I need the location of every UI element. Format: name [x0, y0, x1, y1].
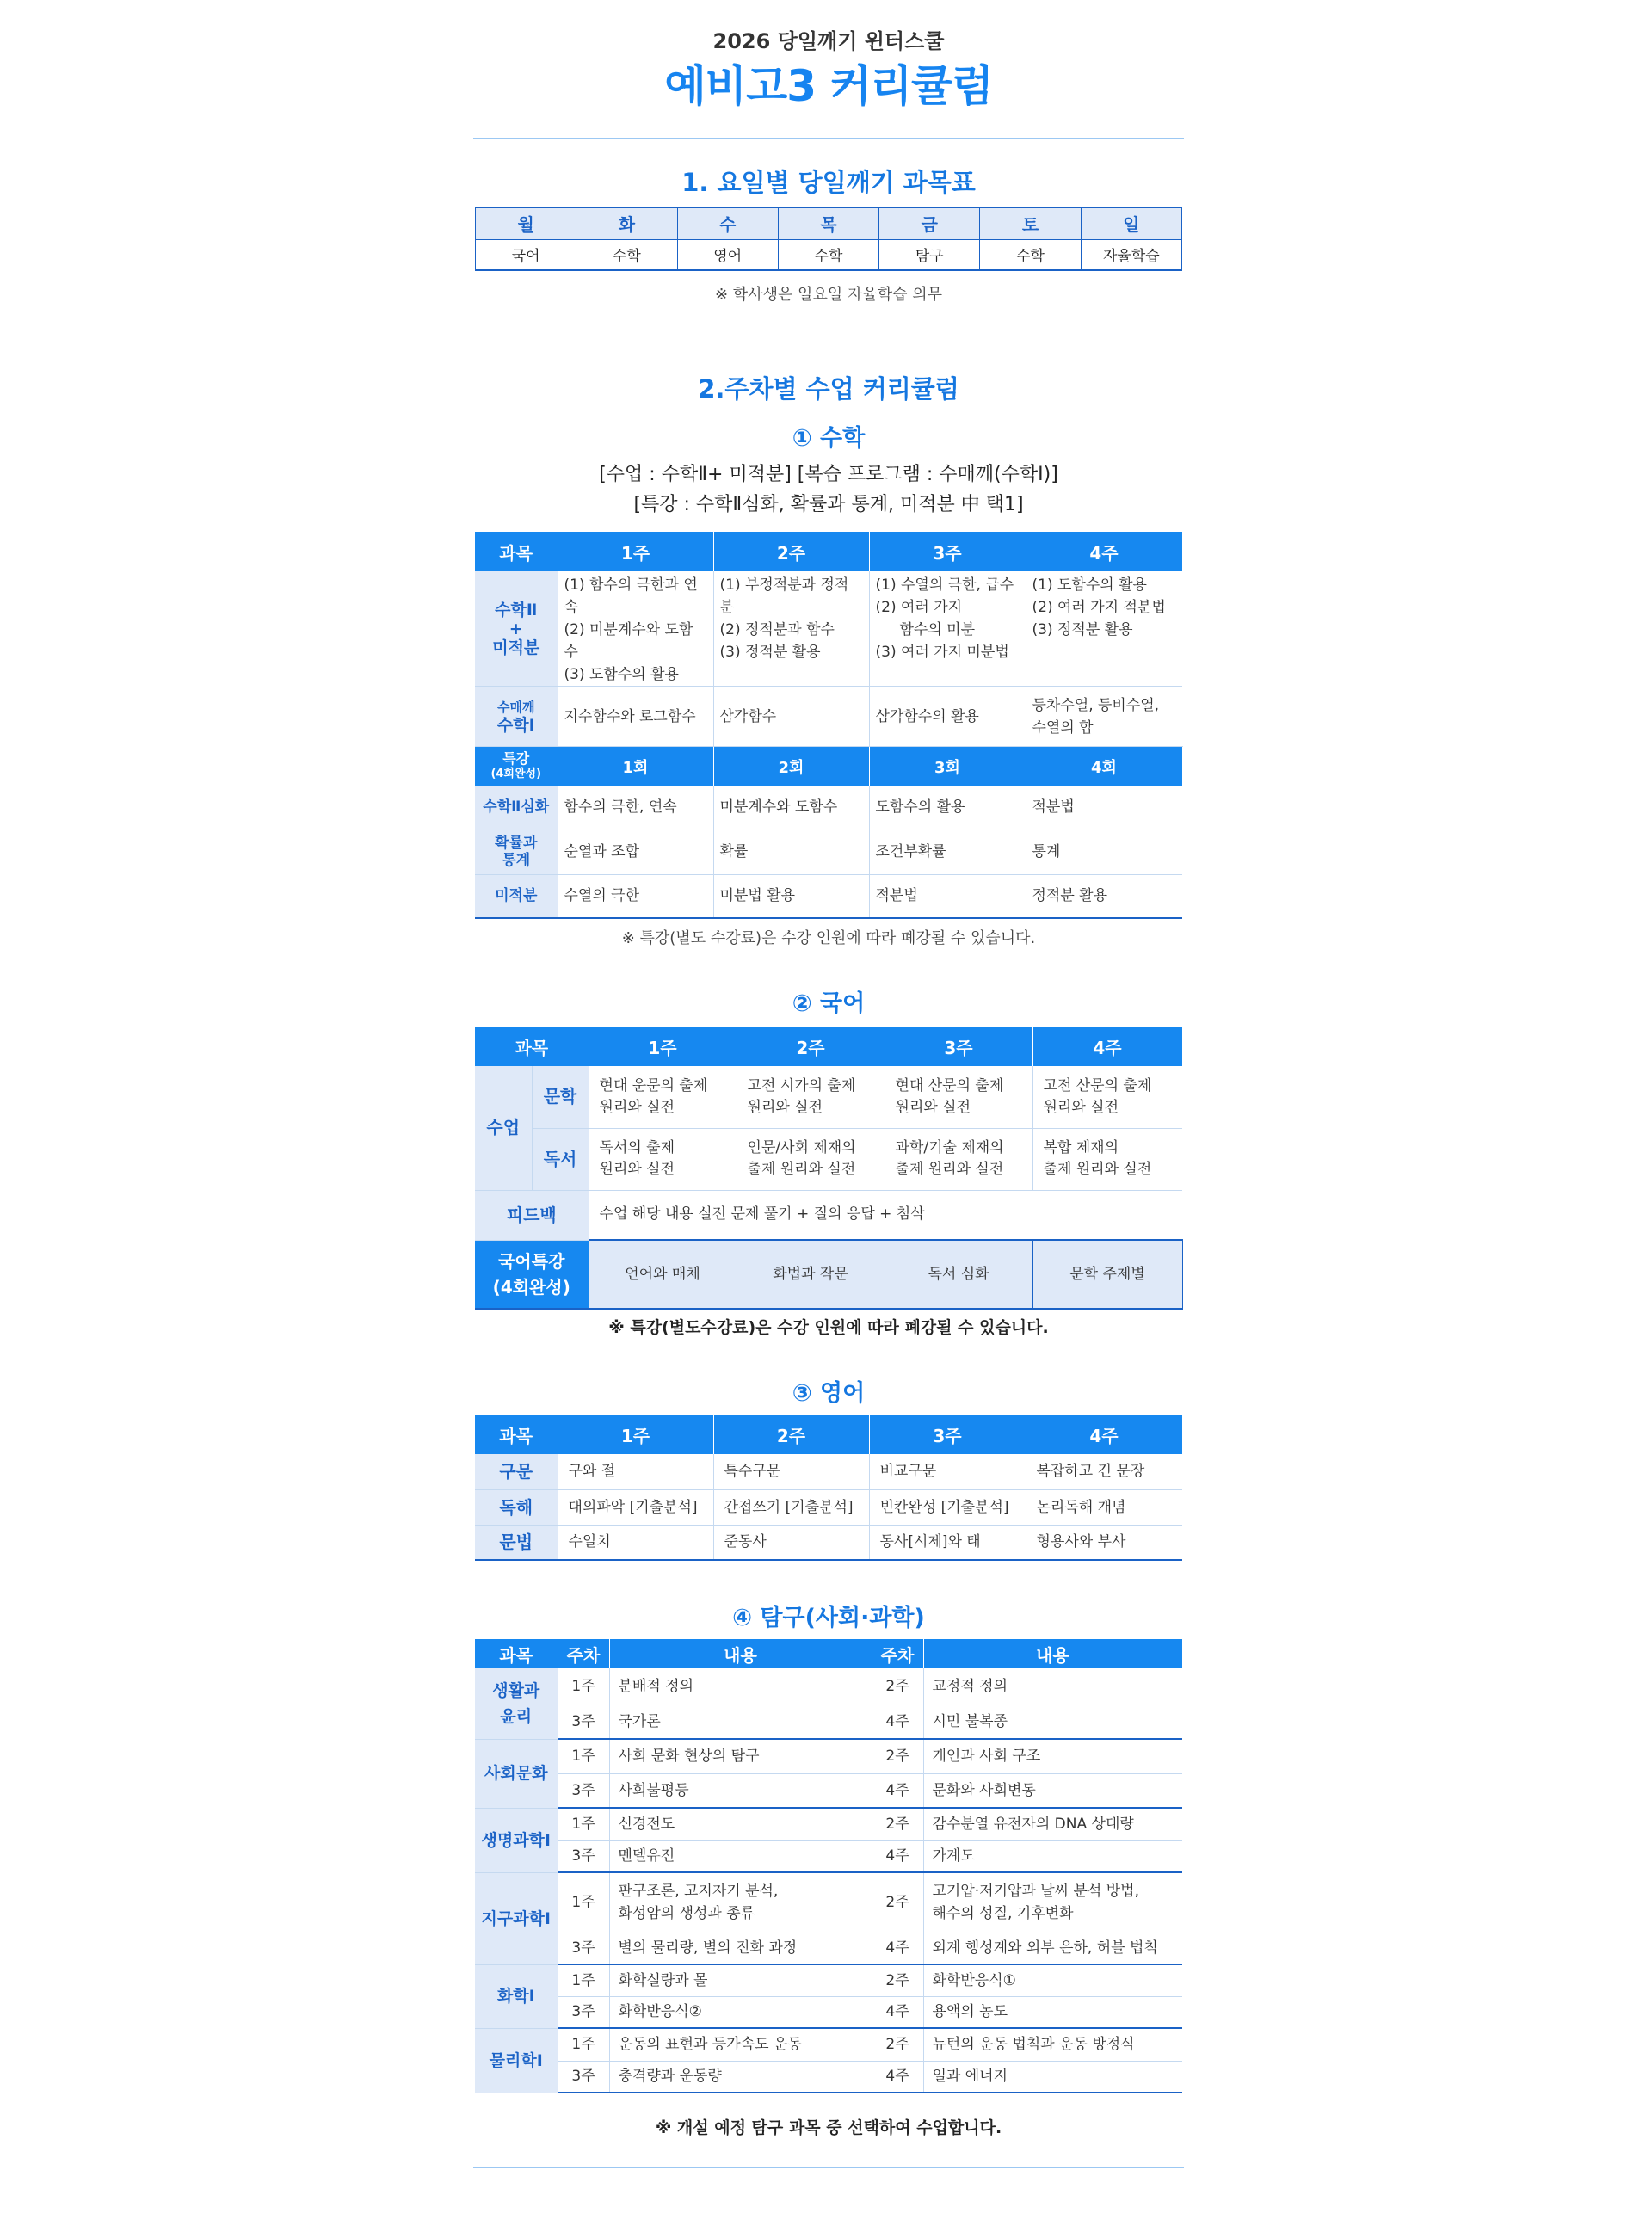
english-cell: 구와 절: [558, 1454, 713, 1489]
special-line: (4회완성): [492, 1276, 570, 1298]
page-title: 예비고3 커리큘럼: [664, 61, 993, 111]
cell-line: (1) 함수의 극한과 연속: [564, 576, 698, 616]
inquiry-week: 2주: [872, 2028, 923, 2061]
english-subject: 독해: [475, 1489, 558, 1525]
math-header-cell: 3주: [869, 532, 1026, 571]
korean-class-label: 수업: [475, 1066, 532, 1190]
math-header-cell: 2주: [713, 532, 869, 571]
math-special-cell: 순열과 조합: [558, 829, 713, 875]
cell-line: 출제 원리와 실전: [747, 1161, 856, 1178]
math-special-cell: 미분계수와 도함수: [713, 786, 869, 829]
table-row: [475, 1705, 1182, 1739]
subject-line: 생명과학Ⅰ: [481, 1830, 551, 1850]
inquiry-week: 2주: [872, 1964, 923, 1996]
inquiry-week: 2주: [872, 1739, 923, 1773]
inquiry-week: 3주: [558, 1705, 609, 1739]
english-cell: 형용사와 부사: [1026, 1525, 1182, 1560]
korean-title: ② 국어: [792, 990, 866, 1017]
english-cell: 간접쓰기 [기출분석]: [713, 1489, 869, 1525]
inquiry-week: 4주: [872, 1705, 923, 1739]
inquiry-content: 분배적 정의: [609, 1668, 872, 1705]
math-special-cell: 함수의 극한, 연속: [558, 786, 713, 829]
section1-title: 1. 요일별 당일깨기 과목표: [681, 168, 976, 197]
korean-lit-cell: [589, 1066, 737, 1128]
weekday-subject: 탐구: [879, 239, 980, 270]
cell-line: 출제 원리와 실전: [895, 1161, 1004, 1178]
english-cell: 복잡하고 긴 문장: [1026, 1454, 1182, 1489]
korean-header-cell: 2주: [737, 1027, 885, 1066]
cell-line: 과학/기술 제재의: [895, 1139, 1004, 1156]
inquiry-week: 3주: [558, 1996, 609, 2028]
inquiry-content: 외계 행성계와 외부 은하, 허블 법칙: [923, 1933, 1182, 1964]
cell-line: (1) 수열의 극한, 급수: [875, 576, 1014, 594]
weekday-header: 토: [980, 207, 1081, 239]
inquiry-subject: [475, 1668, 558, 1739]
math-note: ※ 특강(별도 수강료)은 수강 인원에 따라 폐강될 수 있습니다.: [621, 929, 1036, 947]
korean-header-cell: 과목: [475, 1027, 589, 1066]
english-cell: 빈칸완성 [기출분석]: [869, 1489, 1026, 1525]
inquiry-content: 신경전도: [609, 1808, 872, 1840]
math-special-subject: 수학Ⅱ심화: [475, 786, 558, 829]
subject-line: 통계: [502, 852, 531, 869]
cell-line: (3) 정적분 활용: [719, 644, 821, 661]
math-review-subject: [475, 687, 558, 747]
inquiry-content: 감수분열 유전자의 DNA 상대량: [923, 1808, 1182, 1840]
english-cell: 수일치: [558, 1525, 713, 1560]
math-week-cell: [869, 571, 1026, 687]
subject-line: +: [509, 619, 523, 638]
cell-line: (3) 정적분 활용: [1032, 621, 1133, 638]
cell-line: 현대 운문의 출제: [599, 1076, 708, 1094]
cell-line: (1) 부정적분과 정적분: [719, 576, 849, 616]
math-header-cell: 1주: [558, 532, 713, 571]
math-week-cell: [1026, 571, 1182, 687]
table-row: [475, 1808, 1182, 1840]
korean-feedback-label: 피드백: [475, 1190, 589, 1240]
inquiry-week: 1주: [558, 1872, 609, 1933]
inquiry-subject: [475, 1872, 558, 1964]
inquiry-content: 충격량과 운동량: [609, 2061, 872, 2093]
inquiry-content: 개인과 사회 구조: [923, 1739, 1182, 1773]
subject-line: 수학Ⅱ: [495, 600, 538, 620]
super-title: 2026 당일깨기 윈터스쿨: [712, 29, 945, 53]
inquiry-week: 3주: [558, 1933, 609, 1964]
inquiry-content: 화학실량과 몰: [609, 1964, 872, 1996]
cell-line: 고전 산문의 출제: [1043, 1076, 1152, 1094]
korean-read-cell: [737, 1128, 885, 1190]
subject-line: 확률과: [495, 835, 538, 852]
english-header-cell: 과목: [475, 1415, 558, 1454]
math-special-label: [475, 747, 558, 786]
korean-read-label: 독서: [532, 1128, 589, 1190]
cell-line: 원리와 실전: [599, 1098, 675, 1116]
table-row: [475, 1739, 1182, 1773]
inquiry-content: 용액의 농도: [923, 1996, 1182, 2028]
inquiry-content: 일과 에너지: [923, 2061, 1182, 2093]
weekday-subject: 수학: [980, 239, 1081, 270]
divider-top: [473, 138, 1184, 139]
inquiry-week: 1주: [558, 1964, 609, 1996]
weekday-header: 목: [778, 207, 878, 239]
inquiry-content: 판구조론, 고지자기 분석, 화성암의 생성과 종류: [609, 1872, 872, 1933]
section1-note: ※ 학사생은 일요일 자율학습 의무: [714, 286, 942, 304]
math-special-cell: 적분법: [1026, 786, 1182, 829]
subject-line: 미적분: [492, 638, 540, 657]
table-row: [475, 1933, 1182, 1964]
english-cell: 대의파악 [기출분석]: [558, 1489, 713, 1525]
divider-bottom: [473, 2167, 1184, 2168]
math-special-cell: 확률: [713, 829, 869, 875]
math-header-cell: 4주: [1026, 532, 1182, 571]
special-line: 국어특강: [498, 1250, 565, 1272]
weekday-header: 일: [1081, 207, 1181, 239]
korean-read-cell: [1032, 1128, 1182, 1190]
math-special-round: 4회: [1026, 747, 1182, 786]
math-special-cell: 도함수의 활용: [869, 786, 1026, 829]
section2-title: 2.주차별 수업 커리큘럼: [698, 374, 959, 404]
inquiry-week: 1주: [558, 1668, 609, 1705]
cell-line: 원리와 실전: [747, 1098, 823, 1116]
inquiry-week: 3주: [558, 1773, 609, 1808]
math-week-cell: [713, 571, 869, 687]
korean-special-cell: 문학 주제별: [1032, 1240, 1182, 1309]
english-header-cell: 4주: [1026, 1415, 1182, 1454]
table-row: [475, 1872, 1182, 1933]
math-desc-1: [수업 : 수학Ⅱ+ 미적분] [복습 프로그램 : 수매깨(수학Ⅰ)]: [599, 464, 1058, 485]
math-special-cell: 적분법: [869, 875, 1026, 918]
weekday-subject: 자율학습: [1081, 239, 1181, 270]
inquiry-content: 고기압·저기압과 날씨 분석 방법, 해수의 성질, 기후변화: [923, 1872, 1182, 1933]
inquiry-content: 문화와 사회변동: [923, 1773, 1182, 1808]
korean-read-cell: [885, 1128, 1032, 1190]
inquiry-header-cell: 주차: [558, 1639, 609, 1668]
korean-special-cell: 언어와 매체: [589, 1240, 737, 1309]
inquiry-week: 4주: [872, 1996, 923, 2028]
korean-special-cell: 화법과 작문: [737, 1240, 885, 1309]
math-special-cell: 수열의 극한: [558, 875, 713, 918]
special-line: (4회완성): [490, 767, 542, 780]
english-table: [475, 1415, 1183, 1561]
cell-line: 수열의 합: [1032, 718, 1094, 737]
inquiry-content: 멘델유전: [609, 1840, 872, 1872]
korean-lit-cell: [737, 1066, 885, 1128]
math-table: [475, 532, 1183, 919]
table-row: [475, 1964, 1182, 1996]
math-review-cell: [1026, 687, 1182, 747]
inquiry-content: 국가론: [609, 1705, 872, 1739]
table-row: [475, 1773, 1182, 1808]
inquiry-week: 1주: [558, 2028, 609, 2061]
english-cell: 특수구문: [713, 1454, 869, 1489]
inquiry-week: 3주: [558, 2061, 609, 2093]
english-cell: 준동사: [713, 1525, 869, 1560]
cell-line: 등차수열, 등비수열,: [1032, 696, 1160, 714]
korean-lit-cell: [885, 1066, 1032, 1128]
cell-line: (3) 도함수의 활용: [564, 666, 679, 683]
cell-line: (2) 미분계수와 도함수: [564, 621, 693, 661]
english-title: ③ 영어: [792, 1380, 866, 1407]
inquiry-content: 가계도: [923, 1840, 1182, 1872]
inquiry-subject: [475, 1964, 558, 2028]
cell-line: 출제 원리와 실전: [1043, 1161, 1152, 1178]
subject-line: 윤리: [500, 1706, 533, 1726]
weekday-header: 금: [879, 207, 980, 239]
korean-note: ※ 특강(별도수강료)은 수강 인원에 따라 폐강될 수 있습니다.: [608, 1318, 1049, 1337]
inquiry-content: 운동의 표현과 등가속도 운동: [609, 2028, 872, 2061]
math-week-cell: [558, 571, 713, 687]
math-special-round: 1회: [558, 747, 713, 786]
subject-line: 생활과: [492, 1680, 540, 1700]
inquiry-week: 2주: [872, 1808, 923, 1840]
cell-line: 현대 산문의 출제: [895, 1076, 1004, 1094]
cell-line: 인문/사회 제재의: [747, 1139, 856, 1156]
inquiry-week: 4주: [872, 1840, 923, 1872]
korean-special-label: [475, 1240, 589, 1309]
inquiry-title: ④ 탐구(사회·과학): [732, 1605, 925, 1631]
english-subject: 문법: [475, 1525, 558, 1560]
inquiry-content: 시민 불복종: [923, 1705, 1182, 1739]
math-special-subject: [475, 829, 558, 875]
table-row: [475, 1996, 1182, 2028]
cell-line: (2) 여러 가지 적분법: [1032, 599, 1166, 616]
korean-header-cell: 3주: [885, 1027, 1032, 1066]
math-special-cell: 정적분 활용: [1026, 875, 1182, 918]
subject-line: 물리학Ⅰ: [489, 2050, 543, 2070]
korean-feedback-cell: 수업 해당 내용 실전 문제 풀기 + 질의 응답 + 첨삭: [589, 1190, 1182, 1240]
math-title: ① 수학: [792, 425, 866, 452]
math-review-cell: 삼각함수의 활용: [869, 687, 1026, 747]
subject-line: 수학Ⅰ: [496, 715, 535, 735]
math-special-round: 3회: [869, 747, 1026, 786]
korean-lit-label: 문학: [532, 1066, 589, 1128]
math-special-cell: 미분법 활용: [713, 875, 869, 918]
english-subject: 구문: [475, 1454, 558, 1489]
inquiry-header-cell: 주차: [872, 1639, 923, 1668]
subject-line: 수매깨: [497, 699, 535, 715]
cell-line: 고전 시가의 출제: [747, 1076, 856, 1094]
special-line: 특강: [502, 749, 530, 767]
cell-line: 복합 제재의: [1043, 1139, 1119, 1156]
korean-header-cell: 1주: [589, 1027, 737, 1066]
korean-header-cell: 4주: [1032, 1027, 1182, 1066]
inquiry-week: 2주: [872, 1872, 923, 1933]
table-row: [475, 2061, 1182, 2093]
inquiry-week: 2주: [872, 1668, 923, 1705]
weekday-subject: 수학: [778, 239, 878, 270]
cell-line: (2) 여러 가지: [875, 599, 963, 616]
subject-line: 사회문화: [484, 1764, 548, 1783]
cell-line: 함수의 미분: [899, 621, 976, 638]
weekday-subject: 국어: [476, 239, 576, 270]
math-review-cell: 지수함수와 로그함수: [558, 687, 713, 747]
inquiry-content: 뉴턴의 운동 법칙과 운동 방정식: [923, 2028, 1182, 2061]
math-special-cell: 통계: [1026, 829, 1182, 875]
inquiry-content: 교정적 정의: [923, 1668, 1182, 1705]
weekday-header: 수: [677, 207, 778, 239]
weekday-subject: 영어: [677, 239, 778, 270]
weekday-subject: 수학: [576, 239, 677, 270]
inquiry-header-cell: 내용: [923, 1639, 1182, 1668]
cell-line: 원리와 실전: [599, 1161, 675, 1178]
table-row: [475, 1840, 1182, 1872]
weekday-header: 월: [476, 207, 576, 239]
math-special-subject: 미적분: [475, 875, 558, 918]
korean-lit-cell: [1032, 1066, 1182, 1128]
english-header-cell: 2주: [713, 1415, 869, 1454]
math-special-round: 2회: [713, 747, 869, 786]
korean-table: [475, 1027, 1183, 1310]
cell-line: (2) 정적분과 함수: [719, 621, 835, 638]
subject-line: 화학Ⅰ: [496, 1987, 535, 2006]
math-special-cell: 조건부확률: [869, 829, 1026, 875]
inquiry-week: 1주: [558, 1808, 609, 1840]
inquiry-content: 별의 물리량, 별의 진화 과정: [609, 1933, 872, 1964]
cell-line: 원리와 실전: [895, 1098, 971, 1116]
subject-line: 지구과학Ⅰ: [481, 1908, 551, 1928]
math-header-cell: 과목: [475, 532, 558, 571]
english-header-cell: 1주: [558, 1415, 713, 1454]
table-row: [475, 2028, 1182, 2061]
cell-line: (3) 여러 가지 미분법: [875, 644, 1009, 661]
cell-line: 독서의 출제: [599, 1139, 675, 1156]
weekday-table: [475, 207, 1182, 271]
inquiry-subject: [475, 1808, 558, 1872]
inquiry-content: 화학반응식①: [923, 1964, 1182, 1996]
inquiry-content: 사회 문화 현상의 탐구: [609, 1739, 872, 1773]
inquiry-header-cell: 과목: [475, 1639, 558, 1668]
english-cell: 동사[시제]와 태: [869, 1525, 1026, 1560]
inquiry-week: 3주: [558, 1840, 609, 1872]
inquiry-subject: [475, 2028, 558, 2093]
inquiry-header-cell: 내용: [609, 1639, 872, 1668]
math-review-cell: 삼각함수: [713, 687, 869, 747]
inquiry-content: 화학반응식②: [609, 1996, 872, 2028]
inquiry-content: 사회불평등: [609, 1773, 872, 1808]
inquiry-week: 4주: [872, 1773, 923, 1808]
cell-line: (1) 도함수의 활용: [1032, 576, 1147, 594]
inquiry-subject: [475, 1739, 558, 1808]
korean-read-cell: [589, 1128, 737, 1190]
inquiry-table: [475, 1639, 1183, 2093]
math-desc-2: [특강 : 수학Ⅱ심화, 확률과 통계, 미적분 中 택1]: [633, 494, 1024, 515]
english-cell: 비교구문: [869, 1454, 1026, 1489]
inquiry-week: 1주: [558, 1739, 609, 1773]
inquiry-week: 4주: [872, 1933, 923, 1964]
english-header-cell: 3주: [869, 1415, 1026, 1454]
korean-special-cell: 독서 심화: [885, 1240, 1032, 1309]
english-cell: 논리독해 개념: [1026, 1489, 1182, 1525]
weekday-header: 화: [576, 207, 677, 239]
inquiry-note: ※ 개설 예정 탐구 과목 중 선택하여 수업합니다.: [655, 2118, 1002, 2137]
inquiry-header-row: [475, 1639, 1182, 1668]
math-subject-cell: [475, 571, 558, 687]
cell-line: 원리와 실전: [1043, 1098, 1119, 1116]
table-row: [475, 1668, 1182, 1705]
inquiry-week: 4주: [872, 2061, 923, 2093]
